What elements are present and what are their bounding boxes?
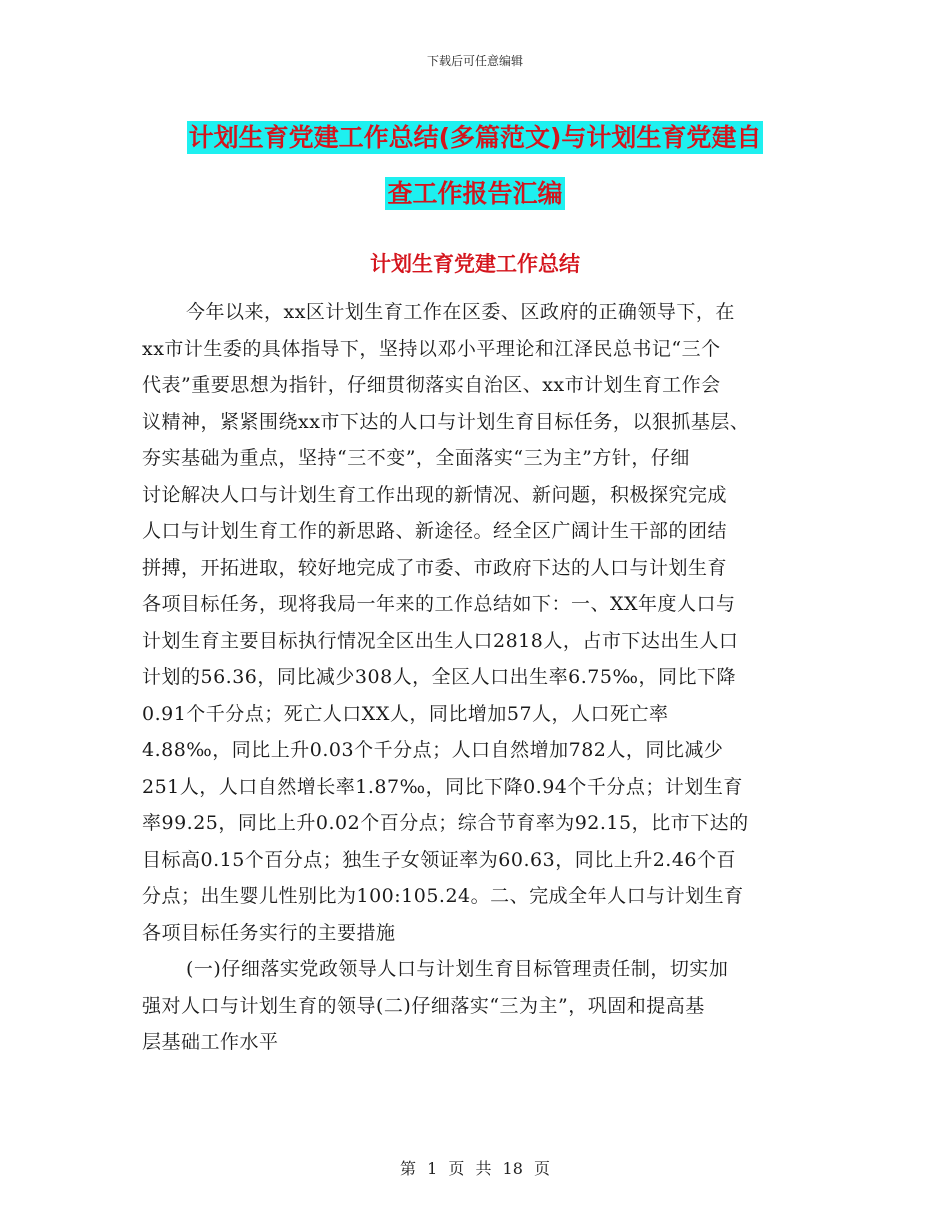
text-line: 各项目标任务，现将我局一年来的工作总结如下：一、XX年度人口与 — [142, 593, 736, 615]
document-title — [0, 110, 950, 222]
text-line: 议精神，紧紧围绕xx市下达的人口与计划生育目标任务，以狠抓基层、 — [142, 410, 750, 433]
section-title: 计划生育党建工作总结 — [370, 252, 580, 276]
paragraph-2 — [142, 951, 812, 1061]
header-note: 下载后可任意编辑 — [426, 54, 523, 68]
text-line: 251人，人口自然增长率1.87‰，同比下降0.94个千分点；计划生育 — [142, 775, 743, 798]
text-line: 各项目标任务实行的主要措施 — [142, 921, 396, 944]
text-line: 今年以来，xx区计划生育工作在区委、区政府的正确领导下，在 — [186, 301, 735, 323]
text-line: 讨论解决人口与计划生育工作出现的新情况、新问题，积极探究完成 — [142, 483, 728, 506]
text-line: 率99.25，同比上升0.02个百分点；综合节育率为92.15，比市下达的 — [142, 812, 749, 834]
text-line: 人口与计划生育工作的新思路、新途径。经全区广阔计生干部的团结 — [142, 520, 728, 542]
text-line: 0.91个千分点；死亡人口XX人，同比增加57人，人口死亡率 — [142, 702, 669, 725]
text-line: (一)仔细落实党政领导人口与计划生育目标管理责任制，切实加 — [186, 958, 729, 980]
page-footer: 第 1 页 共 18 页 — [400, 1159, 550, 1178]
text-line: 拼搏，开拓进取，较好地完成了市委、市政府下达的人口与计划生育 — [142, 556, 728, 579]
text-line: 4.88‰，同比上升0.03个千分点；人口自然增加782人，同比减少 — [142, 739, 724, 761]
text-line: 层基础工作水平 — [142, 1031, 279, 1053]
text-line: 计划的56.36，同比减少308人，全区人口出生率6.75‰，同比下降 — [142, 666, 736, 688]
text-line: xx市计生委的具体指导下，坚持以邓小平理论和江泽民总书记“三个 — [142, 337, 721, 360]
text-line: 代表”重要思想为指针，仔细贯彻落实自治区、xx市计划生育工作会 — [142, 374, 721, 396]
text-line: 目标高0.15个百分点；独生子女领证率为60.63，同比上升2.46个百 — [142, 848, 737, 871]
text-line: 强对人口与计划生育的领导(二)仔细落实“三为主”，巩固和提高基 — [142, 994, 705, 1017]
title-line-1: 计划生育党建工作总结(多篇范文)与计划生育党建自 — [188, 123, 762, 152]
text-line: 夯实基础为重点，坚持“三不变”，全面落实“三为主”方针，仔细 — [142, 447, 690, 469]
title-line-2: 查工作报告汇编 — [387, 179, 563, 208]
text-line: 分点；出生婴儿性别比为100:105.24。二、完成全年人口与计划生育 — [142, 885, 744, 907]
paragraph-1 — [142, 294, 812, 951]
text-line: 计划生育主要目标执行情况全区出生人口2818人，占市下达出生人口 — [142, 629, 739, 652]
